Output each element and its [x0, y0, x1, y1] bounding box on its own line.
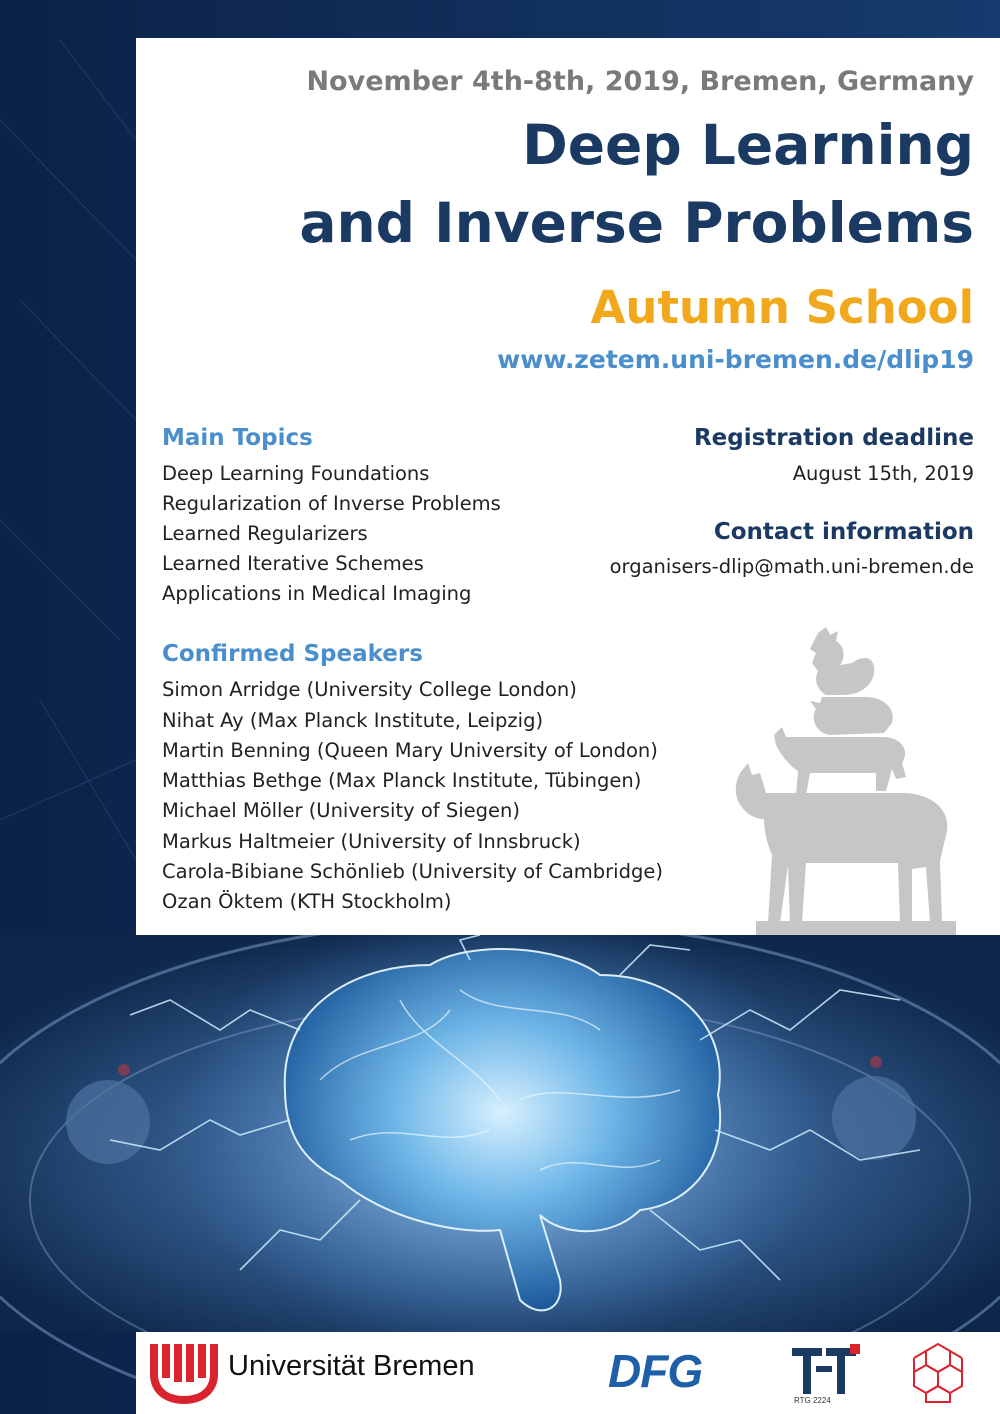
speaker-item: Nihat Ay (Max Planck Institute, Leipzig): [162, 709, 544, 732]
rtg-label: RTG 2224: [794, 1396, 831, 1405]
speakers-heading: Confirmed Speakers: [162, 641, 423, 667]
bremen-logo-icon: [150, 1344, 218, 1404]
subtitle: Autumn School: [590, 281, 974, 334]
topic-item: Deep Learning Foundations: [162, 462, 430, 485]
footer-logos: [136, 1332, 1000, 1414]
speaker-item: Matthias Bethge (Max Planck Institute, Tübingen): [162, 769, 642, 792]
info-card: [136, 38, 1000, 935]
rtg-logo-icon: [792, 1344, 862, 1396]
speaker-item: Simon Arridge (University College London): [162, 678, 577, 701]
contact-email[interactable]: organisers-dlip@math.uni-bremen.de: [609, 555, 974, 578]
topic-item: Learned Iterative Schemes: [162, 552, 424, 575]
town-musicians-icon: [726, 623, 966, 935]
registration-date: August 15th, 2019: [792, 462, 974, 485]
topic-item: Applications in Medical Imaging: [162, 582, 472, 605]
contact-heading: Contact information: [713, 519, 974, 545]
dfg-logo: DFG: [608, 1345, 703, 1397]
zetem-logo-icon: [906, 1342, 970, 1404]
event-date: November 4th-8th, 2019, Bremen, Germany: [306, 66, 974, 97]
speaker-item: Ozan Öktem (KTH Stockholm): [162, 890, 452, 913]
topic-item: Learned Regularizers: [162, 522, 368, 545]
speaker-item: Michael Möller (University of Siegen): [162, 799, 520, 822]
topics-heading: Main Topics: [162, 425, 313, 451]
title-line-1: Deep Learning: [522, 113, 974, 177]
university-name: Universität Bremen: [228, 1350, 475, 1382]
registration-heading: Registration deadline: [693, 425, 974, 451]
website-link[interactable]: www.zetem.uni-bremen.de/dlip19: [497, 345, 974, 374]
topic-item: Regularization of Inverse Problems: [162, 492, 501, 515]
speaker-item: Martin Benning (Queen Mary University of London): [162, 739, 658, 762]
speaker-item: Markus Haltmeier (University of Innsbruck): [162, 830, 581, 853]
speaker-item: Carola-Bibiane Schönlieb (University of Cambridge): [162, 860, 663, 883]
title-line-2: and Inverse Problems: [299, 191, 974, 255]
